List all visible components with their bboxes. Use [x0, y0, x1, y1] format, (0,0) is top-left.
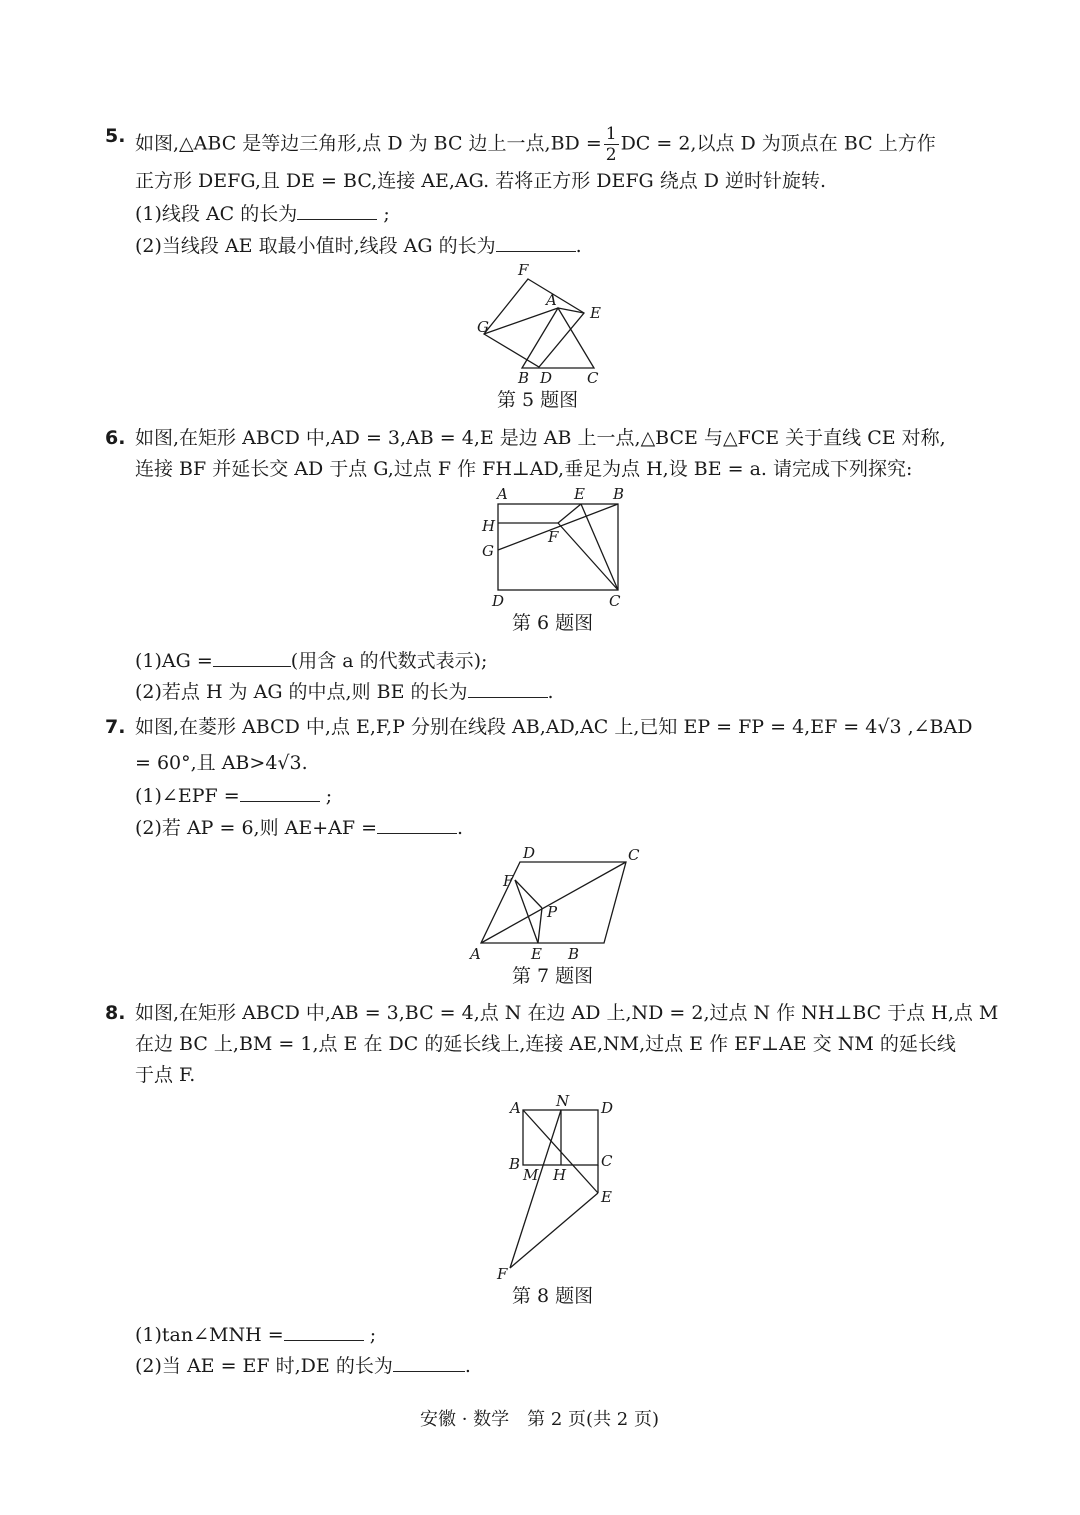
q6-part2: (2)若点 H 为 AG 的中点,则 BE 的长为 . [135, 681, 554, 703]
q6-answer-blank-2[interactable] [468, 679, 548, 698]
q8-line1: 如图,在矩形 ABCD 中,AB = 3,BC = 4,点 N 在边 AD 上,ND = 2,过点 N 作 NH⊥BC 于点 H,点 M [135, 1002, 999, 1024]
fig7-label-c: C [628, 846, 640, 864]
q8-answer-blank-2[interactable] [393, 1353, 465, 1372]
fig5-label-c: C [587, 369, 599, 387]
fig6-label-e: E [574, 485, 585, 503]
fig8-segment-ef [510, 1193, 598, 1268]
fig7-segment-fe [515, 880, 538, 943]
fig6-label-f: F [548, 528, 559, 546]
fig8-segment-nf [510, 1110, 561, 1268]
fig8-label-c: C [601, 1152, 613, 1170]
q5-line1-a: 如图,△ABC 是等边三角形,点 D 为 BC 边上一点,BD = [135, 132, 602, 155]
q7-caption: 第 7 题图 [512, 965, 594, 987]
q6-line2: 连接 BF 并延长交 AD 于点 G,过点 F 作 FH⊥AD,垂足为点 H,设 BE = a. 请完成下列探究: [135, 458, 913, 480]
fig7-label-f: F [503, 872, 514, 890]
fig8-label-d: D [601, 1099, 614, 1117]
fig7-label-d: D [523, 844, 536, 862]
fig6-label-g: G [482, 542, 494, 560]
q6-answer-blank-1[interactable] [213, 648, 291, 667]
q7-part2: (2)若 AP = 6,则 AE+AF = . [135, 817, 464, 839]
q5-line1-b: DC = 2,以点 D 为顶点在 BC 上方作 [620, 132, 936, 155]
fig6-label-a: A [497, 485, 508, 503]
fig5-label-d: D [540, 369, 553, 387]
figure-5 [484, 279, 594, 368]
q7-part1: (1)∠EPF = ; [135, 785, 333, 807]
fig6-label-h: H [482, 517, 496, 535]
fig6-segment-fc [558, 523, 618, 590]
q5-part1: (1)线段 AC 的长为 ; [135, 203, 390, 225]
fig8-label-f: F [497, 1265, 508, 1283]
q8-number: 8. [105, 1002, 126, 1024]
q7-line2: = 60°,且 AB>4√3. [135, 752, 308, 774]
q6-part1: (1)AG = (用含 a 的代数式表示); [135, 650, 488, 672]
q8-part1: (1)tan∠MNH = ; [135, 1324, 377, 1346]
fig7-label-b: B [568, 945, 580, 963]
fig6-segment-ec [581, 504, 618, 590]
q5-part2: (2)当线段 AE 取最小值时,线段 AG 的长为 . [135, 235, 582, 257]
q5-number: 5. [105, 125, 126, 147]
figure-8 [510, 1110, 598, 1268]
fig5-label-f: F [518, 261, 529, 279]
figure-6 [498, 504, 618, 590]
q6-number: 6. [105, 427, 126, 449]
fig8-label-b: B [509, 1155, 521, 1173]
q8-answer-blank-1[interactable] [284, 1322, 364, 1341]
fig5-square-defg [484, 279, 584, 367]
q5-line2: 正方形 DEFG,且 DE = BC,连接 AE,AG. 若将正方形 DEFG 绕点 D 逆时针旋转. [135, 170, 827, 192]
q6-line1: 如图,在矩形 ABCD 中,AD = 3,AB = 4,E 是边 AB 上一点,△BCE 与△FCE 关于直线 CE 对称, [135, 427, 946, 449]
fig7-label-p: P [547, 903, 558, 921]
q8-line3: 于点 F. [135, 1064, 196, 1086]
q5-caption: 第 5 题图 [497, 389, 579, 411]
fig6-label-b: B [613, 485, 625, 503]
fig7-label-e: E [531, 945, 542, 963]
fig8-label-e: E [601, 1188, 612, 1206]
fig5-label-g: G [477, 318, 489, 336]
fig5-label-a: A [546, 291, 557, 309]
fig8-label-m: M [523, 1166, 539, 1184]
q7-answer-blank-2[interactable] [377, 815, 457, 834]
q6-caption: 第 6 题图 [512, 612, 594, 634]
q5-fraction: $\frac{1}{2}$ [605, 124, 617, 165]
q8-caption: 第 8 题图 [512, 1285, 594, 1307]
fig5-label-b: B [518, 369, 530, 387]
fig8-label-a: A [510, 1099, 521, 1117]
q7-answer-blank-1[interactable] [240, 783, 320, 802]
fig5-label-e: E [590, 304, 601, 322]
q7-number: 7. [105, 716, 126, 738]
fig8-label-n: N [556, 1092, 570, 1110]
fig6-label-d: D [492, 592, 505, 610]
fig6-label-c: C [609, 592, 621, 610]
fig7-label-a: A [470, 945, 481, 963]
fig7-segment-fp [515, 880, 542, 908]
q8-line2: 在边 BC 上,BM = 1,点 E 在 DC 的延长线上,连接 AE,NM,过点 E 作 EF⊥AE 交 NM 的延长线 [135, 1033, 956, 1055]
fig7-segment-pe [538, 908, 542, 943]
fig8-label-h: H [553, 1166, 567, 1184]
q7-line1: 如图,在菱形 ABCD 中,点 E,F,P 分别在线段 AB,AD,AC 上,已知 EP = FP = 4,EF = 4√3 ,∠BAD [135, 716, 973, 738]
q8-part2: (2)当 AE = EF 时,DE 的长为 . [135, 1355, 471, 1377]
page-footer: 安徽 · 数学 第 2 页(共 2 页) [420, 1409, 660, 1430]
